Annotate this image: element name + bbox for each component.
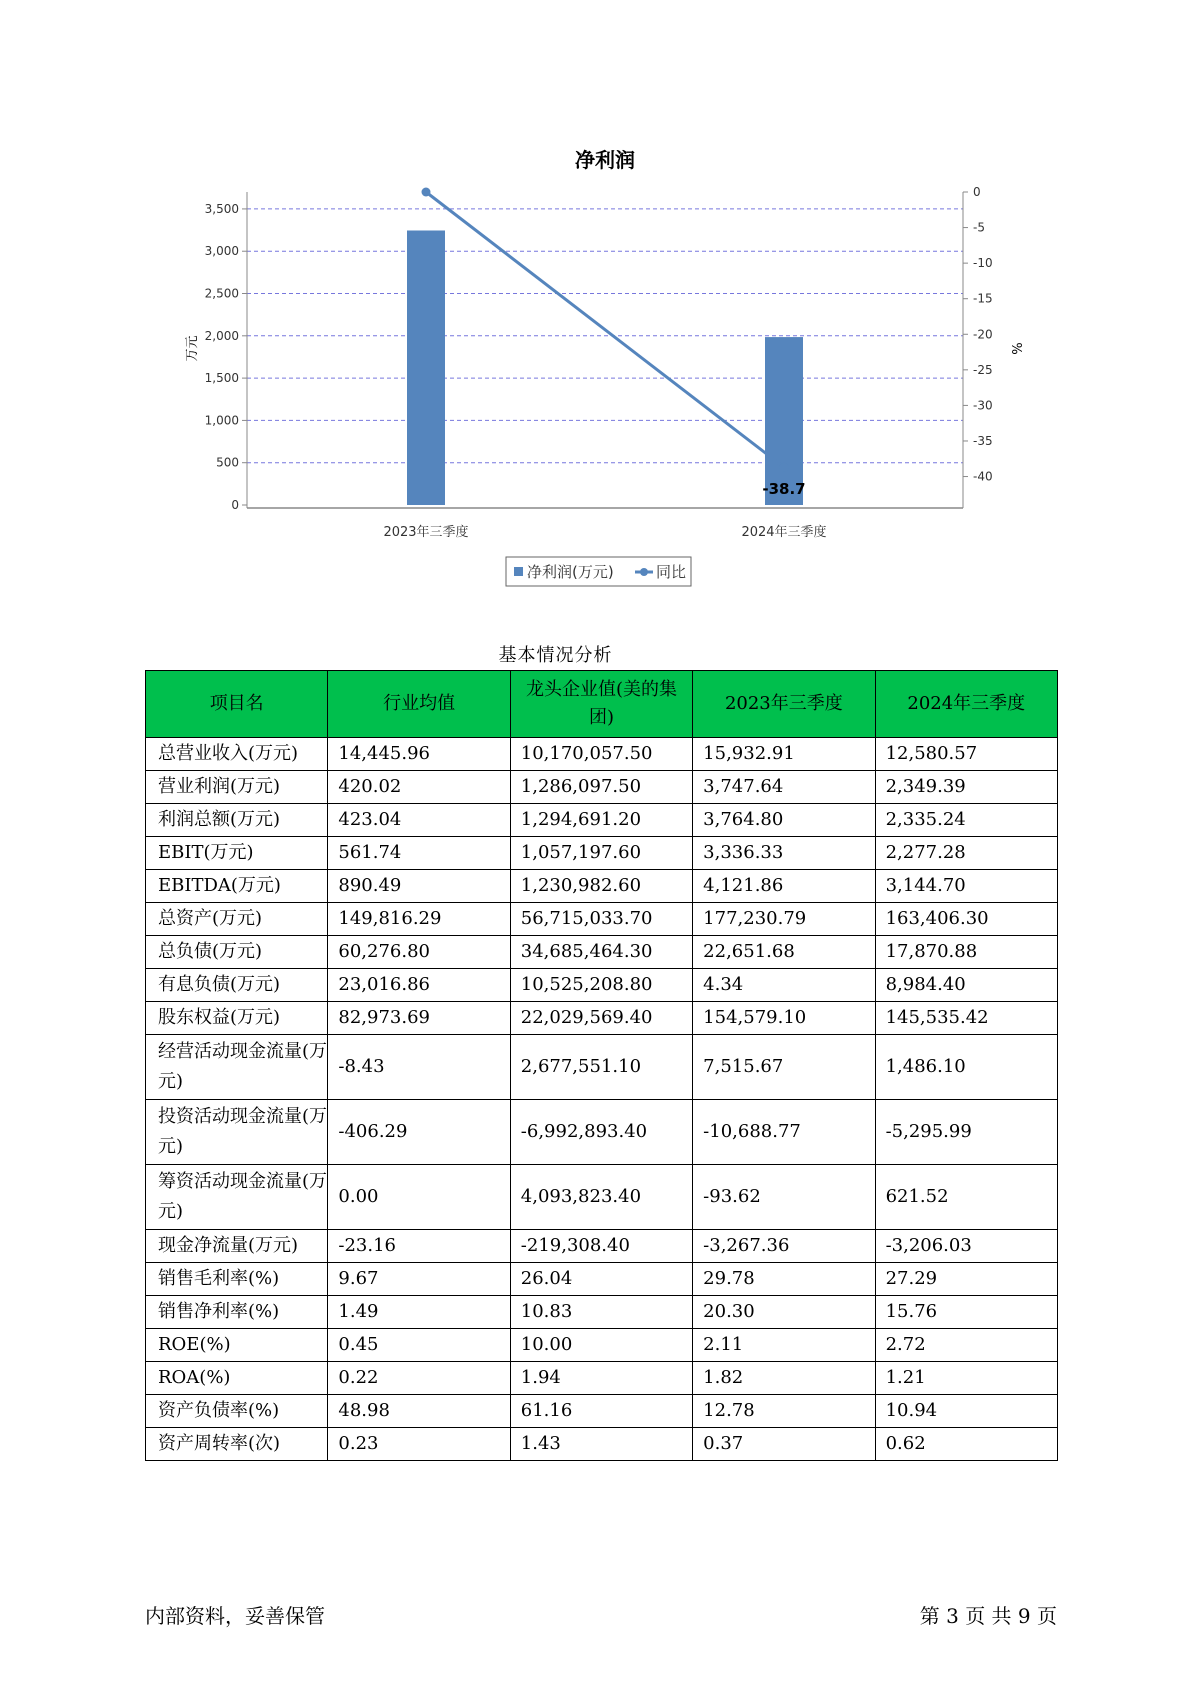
table-cell: 48.98 [328, 1395, 510, 1428]
left-tick-label: 1,500 [204, 371, 239, 386]
table-cell: 621.52 [875, 1165, 1057, 1230]
table-row [146, 1165, 1058, 1230]
yoy-line [426, 192, 784, 467]
table-cell: 10.83 [510, 1296, 692, 1329]
table-cell: 10,170,057.50 [510, 738, 692, 771]
right-tick-label: -40 [973, 469, 993, 484]
right-tick-label: -15 [973, 291, 993, 306]
left-tick-label: 500 [216, 455, 239, 470]
table-cell: 2.11 [693, 1329, 875, 1362]
table-cell: 1,486.10 [875, 1035, 1057, 1100]
table-row [146, 903, 1058, 936]
table-cell: -5,295.99 [875, 1100, 1057, 1165]
right-tick-label: -10 [973, 256, 993, 271]
table-cell: 2.72 [875, 1329, 1057, 1362]
right-tick-label: 0 [973, 185, 981, 199]
table-row [146, 771, 1058, 804]
table-cell: 3,764.80 [693, 804, 875, 837]
table-cell: -219,308.40 [510, 1230, 692, 1263]
table-cell: 1.49 [328, 1296, 510, 1329]
table-cell: -6,992,893.40 [510, 1100, 692, 1165]
left-tick-label: 2,500 [204, 286, 239, 301]
table-title: 基本情况分析 [498, 645, 613, 666]
row-label: 现金净流量(万元) [146, 1230, 328, 1263]
table-cell: 0.45 [328, 1329, 510, 1362]
table-cell: 145,535.42 [875, 1002, 1057, 1035]
table-row [146, 837, 1058, 870]
row-label: 股东权益(万元) [146, 1002, 328, 1035]
left-tick-label: 2,000 [204, 328, 239, 343]
table-row [146, 936, 1058, 969]
left-tick-label: 3,000 [204, 244, 239, 259]
table-cell: 561.74 [328, 837, 510, 870]
legend-bar-label: 净利润(万元) [527, 563, 614, 581]
table-cell: 60,276.80 [328, 936, 510, 969]
table-cell: 10.94 [875, 1395, 1057, 1428]
table-cell: 10,525,208.80 [510, 969, 692, 1002]
row-label: 总营业收入(万元) [146, 738, 328, 771]
table-cell: 17,870.88 [875, 936, 1057, 969]
table-cell: 3,747.64 [693, 771, 875, 804]
table-cell: -93.62 [693, 1165, 875, 1230]
legend-line-label: 同比 [656, 563, 687, 581]
right-tick-label: -25 [973, 362, 993, 377]
table-row [146, 804, 1058, 837]
table-cell: 1.21 [875, 1362, 1057, 1395]
table-row [146, 1395, 1058, 1428]
table-row [146, 1362, 1058, 1395]
column-header: 项目名 [146, 671, 328, 738]
table-cell: 10.00 [510, 1329, 692, 1362]
left-tick-label: 1,000 [204, 413, 239, 428]
table-row [146, 1100, 1058, 1165]
row-label: 销售净利率(%) [146, 1296, 328, 1329]
row-label: 销售毛利率(%) [146, 1263, 328, 1296]
table-cell: -23.16 [328, 1230, 510, 1263]
table-cell: 1.43 [510, 1428, 692, 1461]
table-cell: -406.29 [328, 1100, 510, 1165]
legend-line-marker [640, 568, 648, 576]
left-tick-label: 0 [231, 498, 239, 512]
data-label: -38.7 [762, 480, 806, 498]
table-cell: 7,515.67 [693, 1035, 875, 1100]
table-cell: 0.22 [328, 1362, 510, 1395]
table-cell: 0.00 [328, 1165, 510, 1230]
table-cell: 3,144.70 [875, 870, 1057, 903]
table-cell: 12.78 [693, 1395, 875, 1428]
net-profit-chart [0, 0, 1191, 600]
table-cell: 1,286,097.50 [510, 771, 692, 804]
table-cell: 22,029,569.40 [510, 1002, 692, 1035]
right-tick-label: -35 [973, 433, 993, 448]
right-tick-label: -20 [973, 327, 993, 342]
table-cell: 420.02 [328, 771, 510, 804]
table-row [146, 969, 1058, 1002]
table-cell: 423.04 [328, 804, 510, 837]
table-cell: 163,406.30 [875, 903, 1057, 936]
table-cell: 82,973.69 [328, 1002, 510, 1035]
footer-page-number: 第 3 页 共 9 页 [919, 1604, 1057, 1628]
row-label: 利润总额(万元) [146, 804, 328, 837]
table-cell: 149,816.29 [328, 903, 510, 936]
footer-confidential: 内部资料，妥善保管 [145, 1604, 325, 1628]
table-cell: 14,445.96 [328, 738, 510, 771]
table-cell: 4.34 [693, 969, 875, 1002]
table-cell: 15,932.91 [693, 738, 875, 771]
table-cell: -10,688.77 [693, 1100, 875, 1165]
table-cell: 3,336.33 [693, 837, 875, 870]
column-header: 2023年三季度 [693, 671, 875, 738]
table-row [146, 1329, 1058, 1362]
table-header-row [146, 671, 1058, 738]
table-cell: 1.94 [510, 1362, 692, 1395]
table-cell: 0.37 [693, 1428, 875, 1461]
column-header: 2024年三季度 [875, 671, 1057, 738]
row-label: 筹资活动现金流量(万元) [146, 1165, 328, 1230]
bar [407, 230, 445, 505]
yoy-point [780, 463, 789, 472]
table-cell: 4,093,823.40 [510, 1165, 692, 1230]
table-cell: 0.62 [875, 1428, 1057, 1461]
row-label: 经营活动现金流量(万元) [146, 1035, 328, 1100]
row-label: 总负债(万元) [146, 936, 328, 969]
table-row [146, 1002, 1058, 1035]
row-label: 资产负债率(%) [146, 1395, 328, 1428]
row-label: ROE(%) [146, 1329, 328, 1362]
table-cell: 177,230.79 [693, 903, 875, 936]
table-cell: 20.30 [693, 1296, 875, 1329]
table-body [146, 738, 1058, 1461]
table-cell: 23,016.86 [328, 969, 510, 1002]
right-tick-label: -5 [973, 220, 985, 235]
table-cell: 26.04 [510, 1263, 692, 1296]
table-row [146, 1035, 1058, 1100]
table-cell: 27.29 [875, 1263, 1057, 1296]
table-row [146, 1263, 1058, 1296]
legend-bar-swatch [514, 567, 523, 576]
table-row [146, 1230, 1058, 1263]
table-cell: -8.43 [328, 1035, 510, 1100]
column-header: 行业均值 [328, 671, 510, 738]
table-row [146, 870, 1058, 903]
right-axis-label: % [1008, 342, 1023, 355]
basic-analysis-table [145, 670, 1058, 1461]
table-cell: -3,267.36 [693, 1230, 875, 1263]
table-cell: -3,206.03 [875, 1230, 1057, 1263]
row-label: EBIT(万元) [146, 837, 328, 870]
x-tick-label: 2023年三季度 [383, 525, 469, 540]
table-cell: 2,277.28 [875, 837, 1057, 870]
x-tick-label: 2024年三季度 [741, 525, 827, 540]
table-cell: 8,984.40 [875, 969, 1057, 1002]
table-cell: 4,121.86 [693, 870, 875, 903]
table-cell: 12,580.57 [875, 738, 1057, 771]
row-label: 资产周转率(次) [146, 1428, 328, 1461]
table-row [146, 738, 1058, 771]
table-cell: 9.67 [328, 1263, 510, 1296]
table-cell: 1.82 [693, 1362, 875, 1395]
left-tick-label: 3,500 [204, 201, 239, 216]
table-cell: 890.49 [328, 870, 510, 903]
table-cell: 56,715,033.70 [510, 903, 692, 936]
table-cell: 61.16 [510, 1395, 692, 1428]
table-cell: 15.76 [875, 1296, 1057, 1329]
table-cell: 1,294,691.20 [510, 804, 692, 837]
row-label: 总资产(万元) [146, 903, 328, 936]
table-cell: 2,349.39 [875, 771, 1057, 804]
table-cell: 29.78 [693, 1263, 875, 1296]
table-cell: 2,677,551.10 [510, 1035, 692, 1100]
row-label: 有息负债(万元) [146, 969, 328, 1002]
table-row [146, 1428, 1058, 1461]
table-cell: 1,057,197.60 [510, 837, 692, 870]
row-label: 营业利润(万元) [146, 771, 328, 804]
table-cell: 154,579.10 [693, 1002, 875, 1035]
row-label: ROA(%) [146, 1362, 328, 1395]
left-axis-label: 万元 [185, 335, 200, 362]
table-cell: 34,685,464.30 [510, 936, 692, 969]
yoy-point [422, 188, 431, 197]
table-row [146, 1296, 1058, 1329]
table-cell: 0.23 [328, 1428, 510, 1461]
row-label: 投资活动现金流量(万元) [146, 1100, 328, 1165]
chart-title: 净利润 [575, 148, 635, 172]
table-cell: 22,651.68 [693, 936, 875, 969]
column-header: 龙头企业值(美的集团) [510, 671, 692, 738]
table-cell: 1,230,982.60 [510, 870, 692, 903]
row-label: EBITDA(万元) [146, 870, 328, 903]
right-tick-label: -30 [973, 398, 993, 413]
table-cell: 2,335.24 [875, 804, 1057, 837]
